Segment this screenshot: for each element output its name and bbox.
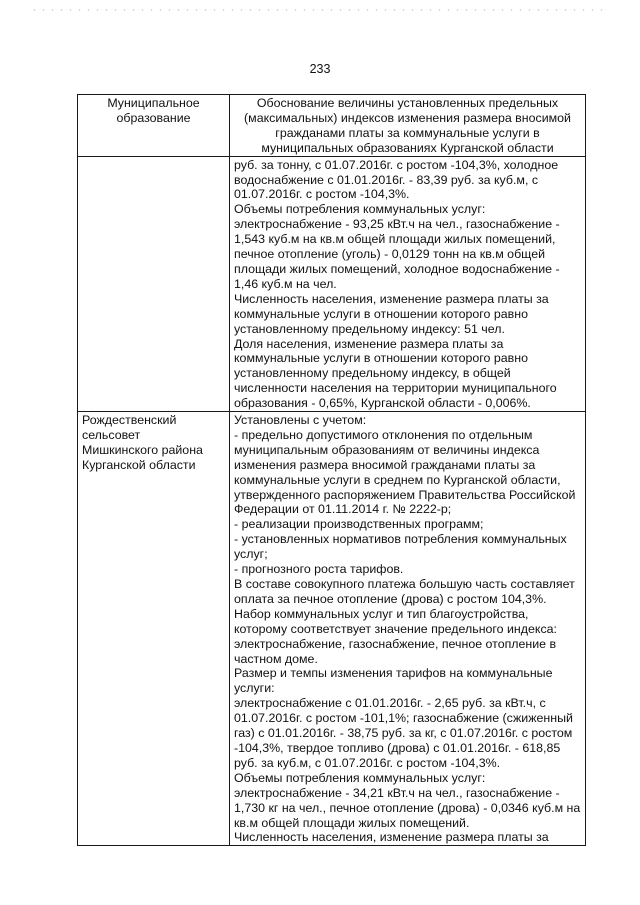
justification-line: 01.07.2016г. с ростом -101,1%; газоснабжение (сжиженный — [234, 711, 573, 726]
justification-line: руб. за куб.м, с 01.07.2016г. с ростом -104,3%. — [234, 755, 501, 770]
justification-line: электроснабжение - 34,21 кВт.ч на чел., газоснабжение - — [234, 785, 560, 800]
justification-line: Доля населения, изменение размера платы за — [234, 336, 504, 351]
table-row — [78, 412, 586, 846]
justification-line: Объемы потребления коммунальных услуг: — [234, 202, 486, 217]
justification-line: утвержденного распоряжением Правительства Российской — [234, 487, 576, 502]
justification-line: газ) с 01.01.2016г. - 38,75 руб. за кг, с 01.07.2016г. с ростом — [234, 726, 573, 741]
justification-line: 1,46 куб.м на чел. — [234, 276, 337, 291]
justification-line: руб. за тонну, с 01.07.2016г. с ростом -104,3%, холодное — [234, 157, 559, 172]
municipality-line: Курганской области — [82, 457, 196, 472]
justification-line: Численность населения, изменение размера платы за — [234, 830, 549, 845]
justification-line: печное отопление (уголь) - 0,0129 тонн на кв.м общей — [234, 247, 546, 262]
justification-line: изменения размера вносимой гражданами платы за — [234, 457, 536, 472]
justification-line: электроснабжение, газоснабжение, печное отопление в — [234, 636, 557, 651]
justification-line: которому соответствует значение предельного индекса: — [234, 621, 557, 636]
municipality-line: Мишкинского района — [82, 442, 203, 457]
municipality-line: сельсовет — [82, 427, 141, 442]
justification-line: частном доме. — [234, 651, 318, 666]
justification-cell — [230, 412, 586, 846]
justification-line: установленному предельному индексу, в общей — [234, 366, 511, 381]
justification-line: коммунальные услуги в отношении которого равно — [234, 306, 528, 321]
header-line: образование — [116, 110, 191, 125]
justification-cell — [230, 156, 586, 411]
justification-line: образования - 0,65%, Курганской области - 0,006%. — [234, 396, 531, 411]
municipality-line: Рождественский — [82, 413, 177, 428]
justification-line: Объемы потребления коммунальных услуг: — [234, 770, 486, 785]
justification-line: услуги: — [234, 681, 275, 696]
header-municipality — [78, 95, 230, 157]
justification-line: 01.07.2016г. с ростом -104,3%. — [234, 187, 410, 202]
justification-line: установленному предельному индексу: 51 чел. — [234, 321, 505, 336]
justification-line: Установлены с учетом: — [234, 413, 367, 428]
justification-line: Набор коммунальных услуг и тип благоустройства, — [234, 606, 529, 621]
justification-line: коммунальные услуги в отношении которого равно — [234, 351, 528, 366]
justification-line: -104,3%, твердое топливо (дрова) с 01.01.2016г. - 618,85 — [234, 740, 561, 755]
justification-line: - установленных нормативов потребления коммунальных — [234, 532, 567, 547]
header-justification — [230, 95, 586, 157]
justification-line: водоснабжение с 01.01.2016г. - 83,39 руб. за куб.м, с — [234, 172, 539, 187]
justification-line: площади жилых помещений, холодное водоснабжение - — [234, 261, 560, 276]
header-line: Обоснование величины установленных предельных — [256, 96, 559, 110]
justification-line: Федерации от 01.11.2014 г. № 2222-р; — [234, 502, 452, 517]
justification-line: кв.м общей площади жилых помещений. — [234, 815, 470, 830]
justification-line: оплата за печное отопление (дрова) с ростом 104,3%. — [234, 591, 547, 606]
justification-line: услуг; — [234, 547, 268, 562]
table-header-row — [78, 95, 586, 157]
justification-line: - прогнозного роста тарифов. — [234, 562, 404, 577]
municipality-cell — [78, 156, 230, 411]
header-line: муниципальных образованиях Курганской области — [261, 140, 554, 155]
header-line: (максимальных) индексов изменения размера вносимой — [244, 110, 571, 125]
justification-line: 1,543 куб.м на кв.м общей площади жилых помещений, — [234, 232, 556, 247]
municipality-cell — [78, 412, 230, 846]
scan-artifact — [30, 9, 610, 11]
justification-line: - предельно допустимого отклонения по отдельным — [234, 427, 533, 442]
justification-line: электроснабжение с 01.01.2016г. - 2,65 руб. за кВт.ч, с — [234, 696, 546, 711]
justification-line: Размер и темпы изменения тарифов на коммунальные — [234, 666, 553, 681]
justification-line: электроснабжение - 93,25 кВт.ч на чел., газоснабжение - — [234, 217, 560, 232]
justification-line: Численность населения, изменение размера платы за — [234, 291, 549, 306]
table-row — [78, 156, 586, 411]
header-line: гражданами платы за коммунальные услуги в — [275, 125, 540, 140]
justification-line: коммунальные услуги в среднем по Курганской области, — [234, 472, 561, 487]
justification-line: В составе совокупного платежа большую часть составляет — [234, 577, 575, 591]
justification-line: - реализации производственных программ; — [234, 517, 484, 532]
header-line: Муниципальное — [107, 96, 200, 110]
justification-line: муниципальным образованиям от величины индекса — [234, 442, 540, 457]
justification-line: численности населения на территории муниципального — [234, 381, 557, 396]
justification-line: 1,730 кг на чел., печное отопление (дрова) - 0,0346 куб.м на — [234, 800, 581, 815]
tariff-justification-table — [77, 94, 586, 846]
page-number: 233 — [309, 62, 331, 76]
